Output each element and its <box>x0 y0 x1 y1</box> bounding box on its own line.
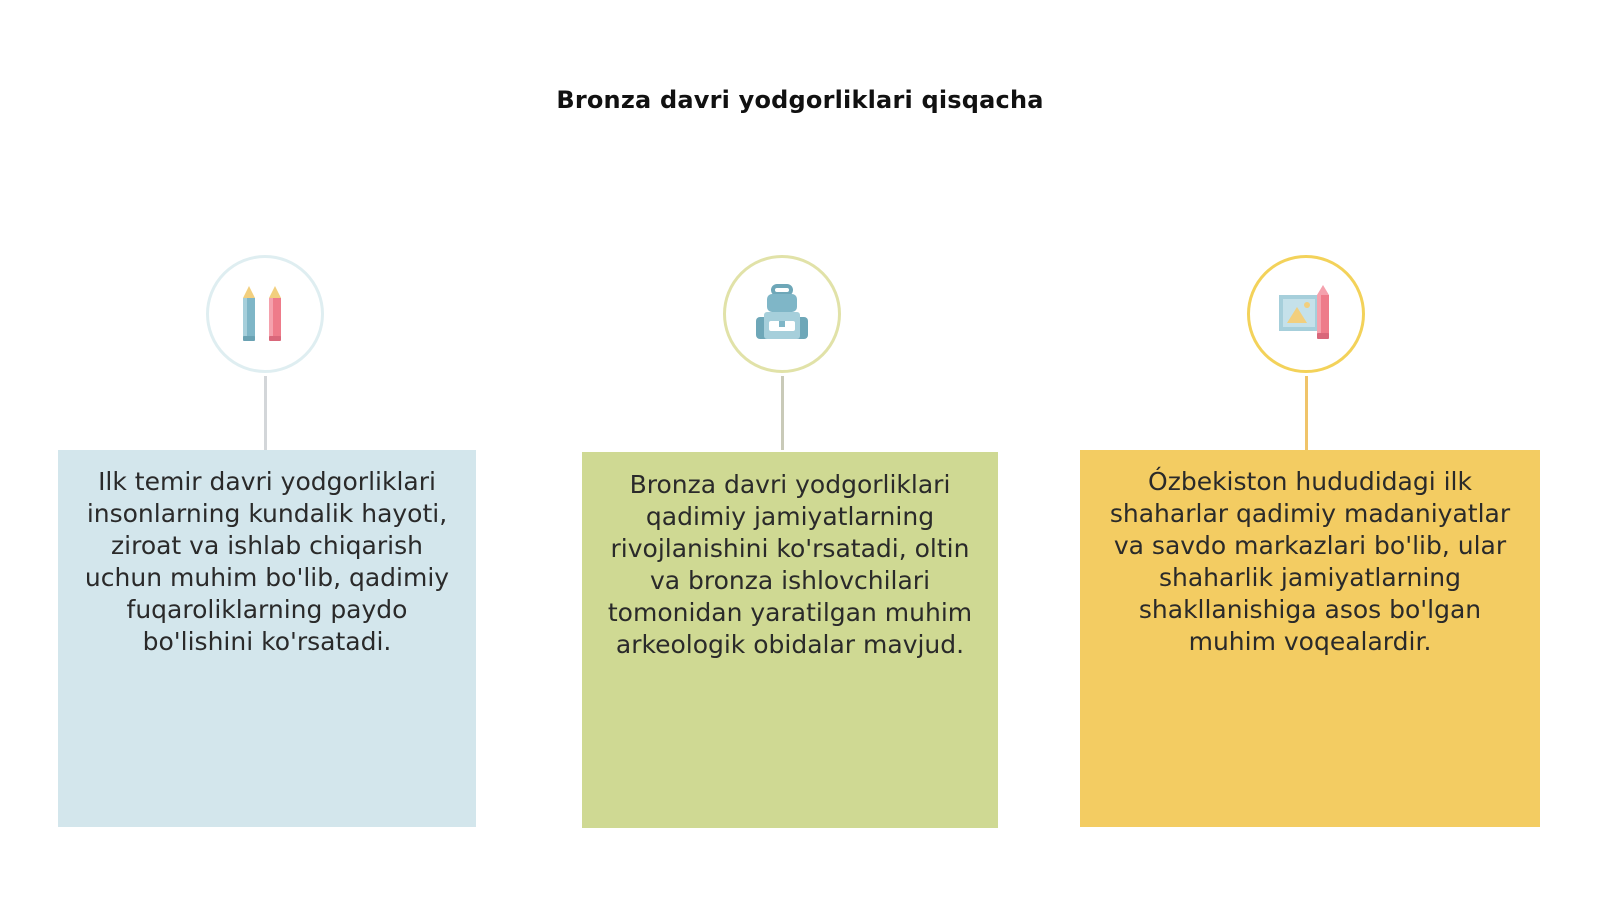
picture-pencil-icon <box>1273 283 1339 345</box>
connector-line-3 <box>1305 376 1308 450</box>
icon-ring-3 <box>1247 255 1365 373</box>
item-column-1 <box>58 0 476 900</box>
item-column-3 <box>1080 0 1540 900</box>
info-card-1 <box>58 450 476 827</box>
pencils-icon <box>235 282 295 346</box>
info-card-text: Ilk temir davri yodgorliklari insonlarning kundalik hayoti, ziroat va ishlab chiqarish uchun muhim bo'lib, qadimiy fuqaroliklarning paydo bo'lishini ko'rsatadi. <box>84 467 450 656</box>
connector-line-1 <box>264 376 267 450</box>
item-column-2 <box>582 0 998 900</box>
icon-ring-2 <box>723 255 841 373</box>
icon-ring-1 <box>206 255 324 373</box>
backpack-icon <box>751 283 813 345</box>
info-card-3 <box>1080 450 1540 827</box>
connector-line-2 <box>781 376 784 450</box>
page-title: Bronza davri yodgorliklari qisqacha <box>556 86 1044 114</box>
info-card-text: Bronza davri yodgorliklari qadimiy jamiyatlarning rivojlanishini ko'rsatadi, oltin va bronza ishlovchilari tomonidan yaratilgan muhim arkeologik obidalar mavjud. <box>607 470 973 659</box>
info-card-text: Ózbekiston hududidagi ilk shaharlar qadimiy madaniyatlar va savdo markazlari bo'lib, ular shaharlik jamiyatlarning shakllanishiga asos bo'lgan muhim voqealardir. <box>1109 467 1511 656</box>
info-card-2 <box>582 452 998 828</box>
